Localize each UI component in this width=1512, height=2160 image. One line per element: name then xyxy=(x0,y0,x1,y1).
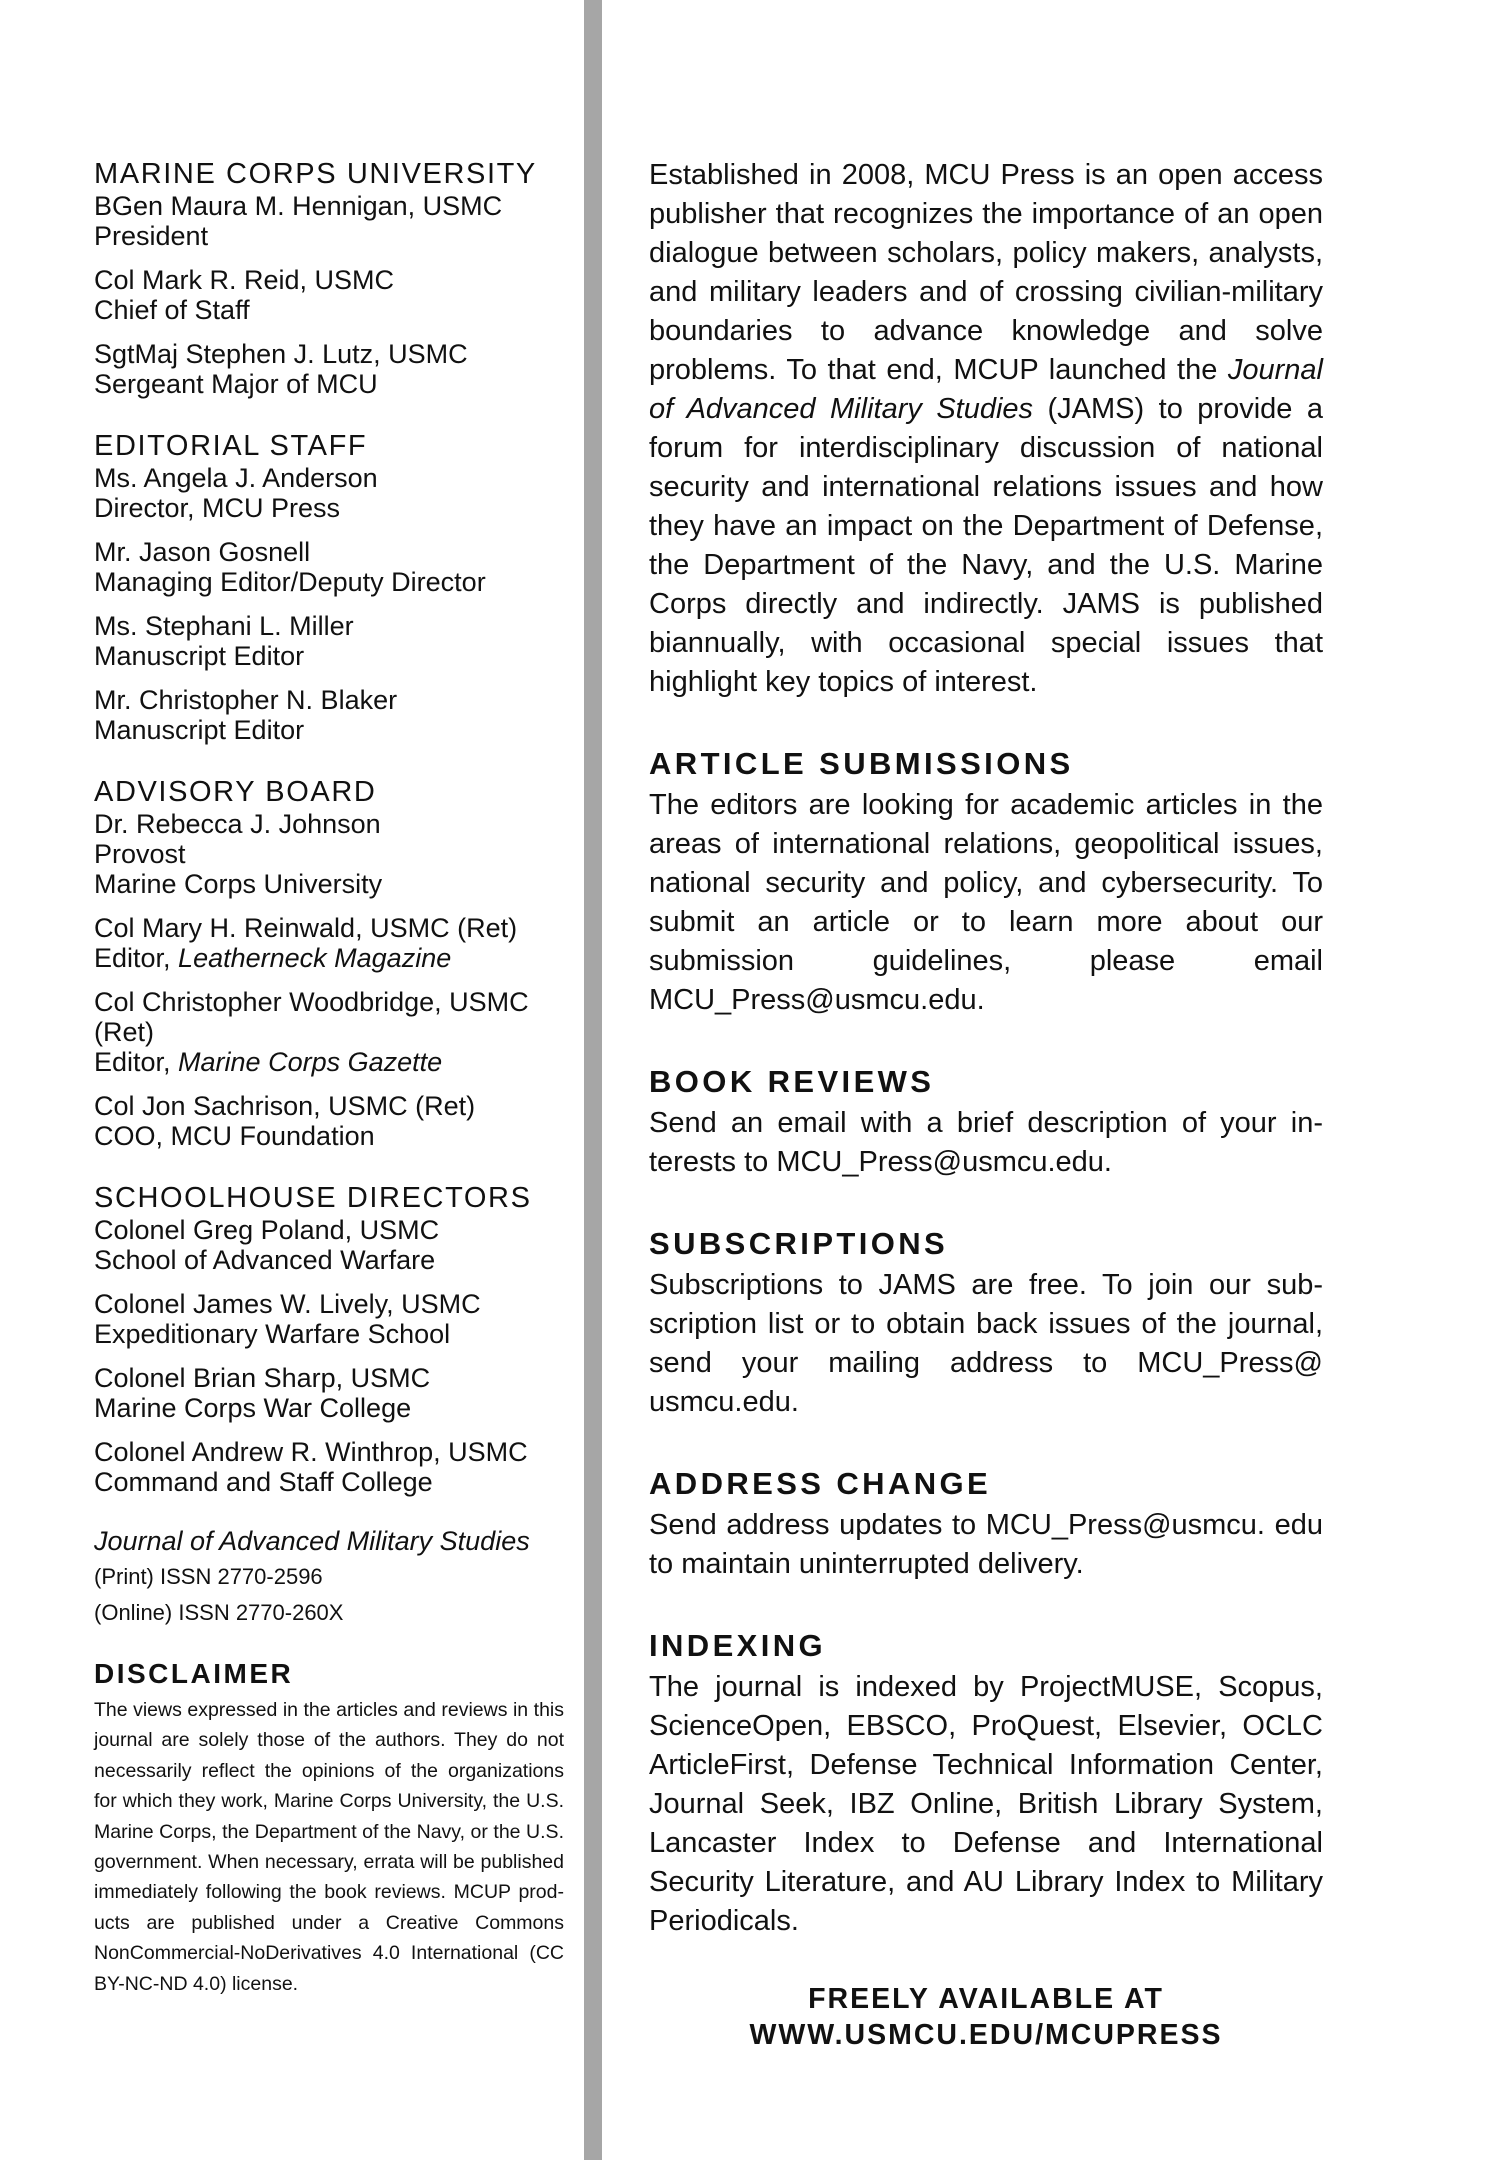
issn-online: (Online) ISSN 2770-260X xyxy=(94,1600,344,1625)
staff-line: Manuscript Editor xyxy=(94,641,305,671)
staff-line: Marine Corps War College xyxy=(94,1393,412,1423)
editor-line xyxy=(94,1047,564,1077)
footer-notice xyxy=(649,1981,1323,2053)
editor-prefix: Editor, xyxy=(94,943,179,973)
staff-line: Provost xyxy=(94,839,186,869)
section-heading: MARINE CORPS UNIVERSITY xyxy=(94,158,537,190)
staff-line: Col Christopher Woodbridge, USMC xyxy=(94,987,529,1017)
staff-entry xyxy=(94,685,564,745)
article-submissions-heading: ARTICLE SUBMISSIONS xyxy=(649,746,1074,781)
article-submissions-body: The editors are looking for academic articles in the areas of international relations, geopolitical issues, national security and policy, and cybersecurity. To submit an article or to learn more about our submission guidelines, please email MCU_Press@usmcu.edu. xyxy=(649,789,1323,1016)
staff-entry xyxy=(94,1215,564,1275)
staff-line: Chief of Staff xyxy=(94,295,250,325)
info-sections xyxy=(649,746,1323,1941)
staff-entry xyxy=(94,537,564,597)
editor-prefix: Editor, xyxy=(94,1047,179,1077)
staff-line: Ms. Angela J. Anderson xyxy=(94,463,378,493)
column-divider xyxy=(584,0,602,2160)
staff-line: Col Mary H. Reinwald, USMC (Ret) xyxy=(94,913,518,943)
masthead-column xyxy=(94,157,564,1999)
staff-entry xyxy=(94,1091,564,1151)
staff-line: Managing Editor/Deputy Director xyxy=(94,567,486,597)
staff-line: Expeditionary Warfare School xyxy=(94,1319,451,1349)
staff-entry xyxy=(94,339,564,399)
staff-entry xyxy=(94,809,564,899)
disclaimer-body: The views expressed in the articles and reviews in this journal are solely those of the authors. They do not necessarily reflect the opinions of the organizations for which they work, Marine Corps University, the U.S. Marine Corps, the Department of the Navy, or the U.S. government. When necessary, errata will be published immediately following the book reviews. MCUP products are published under a Creative Commons NonCommercial-NoDerivatives 4.0 International (CC BY-NC-ND 4.0) license. xyxy=(94,1699,564,1995)
staff-entry xyxy=(94,463,564,523)
subscriptions-heading: SUBSCRIPTIONS xyxy=(649,1226,949,1261)
staff-line: Colonel Andrew R. Winthrop, USMC xyxy=(94,1437,528,1467)
issn-print: (Print) ISSN 2770-2596 xyxy=(94,1564,323,1589)
intro-text-after: (JAMS) to provide a forum for interdisciplinary discussion of national security and international relations issues and how they have an impact on the Department of Defense, the Department of the Navy, and the U.S. Marine Corps directly and indirectly. JAMS is published biannually, with occasional special issues that highlight key topics of interest. xyxy=(649,393,1323,698)
intro-journal-title: Journal of Advanced Military Studies xyxy=(649,354,1323,425)
staff-line: Ms. Stephani L. Miller xyxy=(94,611,354,641)
section-heading: EDITORIAL STAFF xyxy=(94,430,368,462)
staff-entry xyxy=(94,191,564,251)
staff-entry xyxy=(94,913,564,973)
indexing-body: The journal is indexed by ProjectMUSE, Scopus, ScienceOpen, EBSCO, ProQuest, Elsevier, OCLC ArticleFirst, Defense Technical Information Center, Journal Seek, IBZ Online, British Library System, Lancaster Index to Defense and International Security Literature, and AU Library Index to Military Periodicals. xyxy=(649,1671,1323,1937)
masthead-section xyxy=(94,157,564,399)
publication-name: Marine Corps Gazette xyxy=(178,1047,443,1077)
disclaimer-heading: DISCLAIMER xyxy=(94,1658,294,1689)
staff-line: BGen Maura M. Hennigan, USMC xyxy=(94,191,503,221)
staff-line: President xyxy=(94,221,209,251)
subscriptions-body: Subscriptions to JAMS are free. To join our subscription list or to obtain back issues of the journal, send your mailing address to MCU_Press@ usmcu.edu. xyxy=(649,1269,1323,1418)
journal-info xyxy=(94,1523,564,1631)
staff-line: Colonel James W. Lively, USMC xyxy=(94,1289,481,1319)
staff-line: Col Jon Sachrison, USMC (Ret) xyxy=(94,1091,476,1121)
staff-line: Col Mark R. Reid, USMC xyxy=(94,265,395,295)
book-reviews-body: Send an email with a brief description of your interests to MCU_Press@usmcu.edu. xyxy=(649,1107,1323,1178)
indexing-heading: INDEXING xyxy=(649,1628,827,1663)
book-reviews-heading: BOOK REVIEWS xyxy=(649,1064,935,1099)
staff-line: Manuscript Editor xyxy=(94,715,305,745)
staff-line: School of Advanced Warfare xyxy=(94,1245,436,1275)
address-change-heading: ADDRESS CHANGE xyxy=(649,1466,992,1501)
journal-title: Journal of Advanced Military Studies xyxy=(94,1526,530,1556)
editor-line xyxy=(94,943,564,973)
staff-line: Marine Corps University xyxy=(94,869,383,899)
staff-line: Command and Staff College xyxy=(94,1467,433,1497)
staff-line: Sergeant Major of MCU xyxy=(94,369,378,399)
info-column xyxy=(649,156,1323,2053)
section-heading: SCHOOLHOUSE DIRECTORS xyxy=(94,1182,532,1214)
footer-url: WWW.USMCU.EDU/MCUPRESS xyxy=(749,2019,1223,2051)
masthead-section xyxy=(94,1181,564,1497)
staff-entry xyxy=(94,1363,564,1423)
staff-entry xyxy=(94,1437,564,1497)
masthead-section xyxy=(94,429,564,745)
staff-entry xyxy=(94,987,564,1077)
staff-entry xyxy=(94,611,564,671)
masthead-section xyxy=(94,775,564,1151)
publication-name: Leatherneck Magazine xyxy=(178,943,452,973)
section-heading: ADVISORY BOARD xyxy=(94,776,377,808)
staff-line: Dr. Rebecca J. Johnson xyxy=(94,809,381,839)
staff-line: Mr. Jason Gosnell xyxy=(94,537,311,567)
footer-line-1: FREELY AVAILABLE AT xyxy=(808,1983,1164,2015)
staff-line: Colonel Greg Poland, USMC xyxy=(94,1215,440,1245)
intro-paragraph xyxy=(649,156,1323,702)
staff-line: Colonel Brian Sharp, USMC xyxy=(94,1363,431,1393)
intro-text-before: Established in 2008, MCU Press is an open access publisher that recognizes the importance of an open dialogue between scholars, policy makers, analysts, and military leaders and of crossing civilian-military boundaries to advance knowledge and solve problems. To that end, MCUP launched the xyxy=(649,159,1323,386)
address-change-body: Send address updates to MCU_Press@usmcu. edu to maintain uninterrupted delivery. xyxy=(649,1509,1323,1580)
staff-line: Director, MCU Press xyxy=(94,493,341,523)
staff-line: Mr. Christopher N. Blaker xyxy=(94,685,398,715)
staff-entry xyxy=(94,265,564,325)
staff-line: (Ret) xyxy=(94,1017,154,1047)
staff-line: SgtMaj Stephen J. Lutz, USMC xyxy=(94,339,468,369)
staff-entry xyxy=(94,1289,564,1349)
masthead-sections xyxy=(94,157,564,1497)
staff-line: COO, MCU Foundation xyxy=(94,1121,375,1151)
